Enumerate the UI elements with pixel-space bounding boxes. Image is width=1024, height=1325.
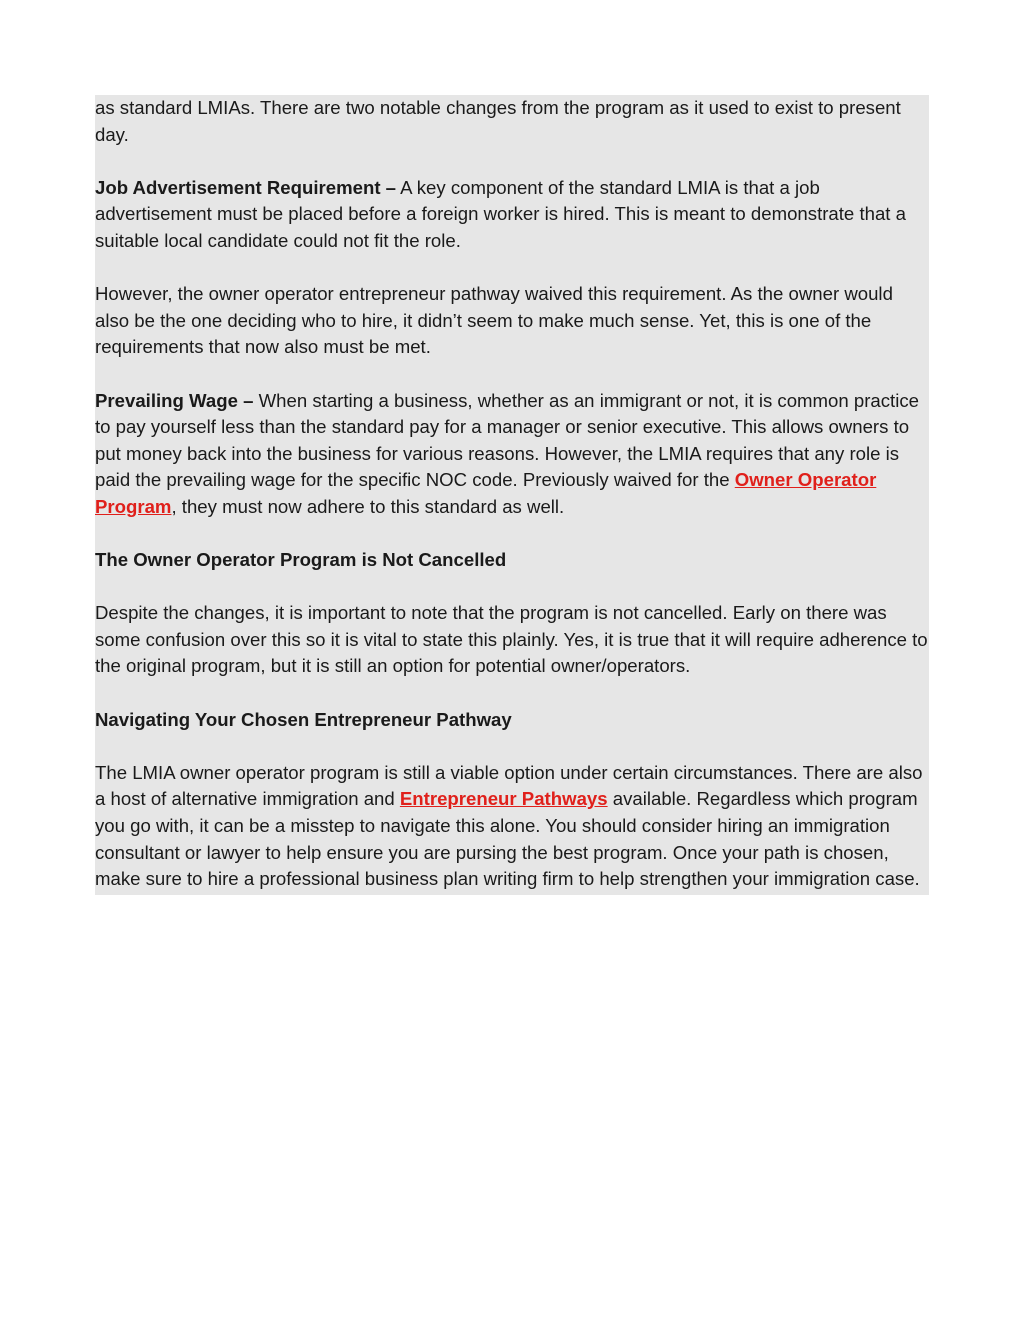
final-paragraph (95, 760, 929, 893)
intro-paragraph: as standard LMIAs. There are two notable changes from the program as it used to exist to present day. (95, 97, 901, 145)
paragraph-gap (95, 255, 929, 282)
prevailing-wage-text-end: , they must now adhere to this standard as well. (171, 495, 565, 517)
paragraph-gap (95, 148, 929, 175)
final-text-end: available. Regardless which program you go with, it can be a misstep to navigate this alone. You should consider hiring an immigration consultant or lawyer to help ensure you are pursing the best program. Once your path is chosen, make sure to hire a professional business plan writing firm to help strengthen your immigration case. (95, 788, 920, 890)
paragraph-gap (95, 521, 929, 548)
owner-operator-program-link[interactable]: Owner Operator Program (95, 469, 877, 517)
paragraph-gap (95, 574, 929, 601)
navigating-heading: Navigating Your Chosen Entrepreneur Pathway (95, 708, 512, 730)
job-ad-paragraph (95, 175, 929, 255)
paragraph-gap (95, 733, 929, 760)
not-cancelled-heading: The Owner Operator Program is Not Cancelled (95, 549, 507, 571)
prevailing-wage-text: When starting a business, whether as an immigrant or not, it is common practice to pay yourself less than the standard pay for a manager or senior executive. This allows owners to put money back into the business for various reasons. However, the LMIA requires that any role is paid the prevailing wage for the specific NOC code. Previously waived for the (95, 389, 919, 491)
job-ad-text: A key component of the standard LMIA is that a job advertisement must be placed before a foreign worker is hired. This is meant to demonstrate that a suitable local candidate could not fit the role. (95, 176, 906, 251)
despite-paragraph: Despite the changes, it is important to note that the program is not cancelled. Early on there was some confusion over this so it is vital to state this plainly. Yes, it is true that it will require adherence to the original program, but it is still an option for potential owner/operators. (95, 602, 928, 677)
job-ad-heading: Job Advertisement Requirement – (95, 176, 397, 198)
prevailing-wage-heading: Prevailing Wage – (95, 389, 254, 411)
paragraph-gap (95, 680, 929, 707)
final-text: The LMIA owner operator program is still a viable option under certain circumstances. There are also a host of alternative immigration and (95, 761, 923, 810)
entrepreneur-pathways-link[interactable]: Entrepreneur Pathways (399, 788, 608, 810)
however-paragraph: However, the owner operator entrepreneur pathway waived this requirement. As the owner would also be the one deciding who to hire, it didn’t seem to make much sense. Yet, this is one of the requirements that now also must be met. (95, 283, 893, 358)
document-body (95, 95, 929, 895)
paragraph-gap (95, 361, 929, 388)
prevailing-wage-paragraph (95, 388, 929, 521)
